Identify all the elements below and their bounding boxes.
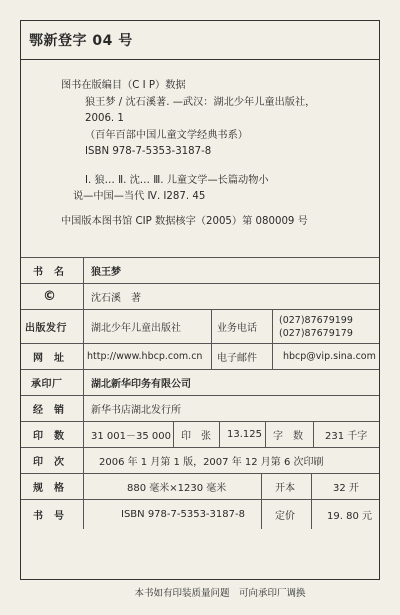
- copyright-symbol: ©: [43, 289, 57, 304]
- sheets-value: 13.125: [227, 429, 262, 440]
- table-row-printer: [21, 369, 379, 395]
- isbn-value: ISBN 978-7-5353-3187-8: [121, 509, 245, 520]
- publisher-value: 湖北少年儿童出版社: [91, 323, 181, 334]
- distributor-value: 新华书店湖北发行所: [91, 405, 181, 416]
- publication-info-table: [21, 257, 379, 529]
- table-row-edition: [21, 447, 379, 473]
- distributor-label: 经 销: [33, 405, 65, 416]
- cip-title-line: 狼王梦 / 沈石溪著. —武汉：湖北少年儿童出版社，: [85, 96, 316, 108]
- cip-series-line: （百年百部中国儿童文学经典书系）: [85, 129, 248, 141]
- quality-notice: 本书如有印装质量问题 可向承印厂调换: [134, 588, 306, 599]
- phone-number-1: (027)87679199: [279, 314, 353, 326]
- format-label: 开本: [275, 483, 295, 494]
- cip-isbn-line: ISBN 978-7-5353-3187-8: [85, 146, 212, 157]
- table-row-isbn: [21, 499, 379, 529]
- phone-number-2: (027)87679179: [279, 327, 353, 339]
- isbn-label: 书 号: [33, 511, 65, 522]
- table-row-title: [21, 257, 379, 283]
- cip-block: [21, 60, 379, 230]
- price-value: 19. 80 元: [327, 511, 372, 522]
- publisher-label: 出版发行: [25, 323, 67, 334]
- website-label: 网 址: [33, 353, 65, 364]
- spec-value: 880 毫米×1230 毫米: [127, 483, 227, 494]
- edition-value: 2006 年 1 月第 1 版，2007 年 12 月第 6 次印刷: [99, 457, 324, 468]
- edition-label: 印 次: [33, 457, 65, 468]
- registration-header: [21, 21, 379, 60]
- printer-value: 湖北新华印务有限公司: [91, 379, 191, 390]
- price-label: 定价: [275, 511, 295, 522]
- format-value: 32 开: [333, 483, 359, 494]
- cip-data-number: 中国版本图书馆 CIP 数据核字（2005）第 080009 号: [61, 215, 308, 227]
- table-row-print-run: [21, 421, 379, 447]
- email-value: hbcp@vip.sina.com: [283, 351, 376, 362]
- table-row-publisher: [21, 309, 379, 343]
- spec-label: 规 格: [33, 483, 65, 494]
- words-value: 231 千字: [325, 431, 368, 442]
- registration-number: 鄂新登字 04 号: [29, 33, 133, 49]
- sheets-label: 印 张: [181, 431, 211, 442]
- cip-class-line-2: 说—中国—当代 Ⅳ. I287. 45: [73, 191, 206, 202]
- table-row-author: [21, 283, 379, 309]
- words-label: 字 数: [273, 431, 303, 442]
- print-run-label: 印 数: [33, 431, 65, 442]
- printer-label: 承印厂: [31, 379, 63, 390]
- phone-label: 业务电话: [217, 323, 257, 334]
- copyright-page-frame: [20, 20, 380, 580]
- table-row-distributor: [21, 395, 379, 421]
- cip-heading: 图书在版编目（C I P）数据: [61, 80, 186, 91]
- title-label: 书 名: [33, 267, 65, 278]
- website-value: http://www.hbcp.com.cn: [87, 351, 203, 362]
- cip-date-line: 2006. 1: [85, 113, 124, 124]
- print-run-value: 31 001－35 000: [91, 431, 171, 442]
- title-value: 狼王梦: [91, 267, 121, 278]
- email-label: 电子邮件: [217, 353, 257, 364]
- table-row-spec: [21, 473, 379, 499]
- cip-class-line-1: Ⅰ. 狼… Ⅱ. 沈… Ⅲ. 儿童文学—长篇动物小: [85, 174, 269, 186]
- author-value: 沈石溪 著: [91, 293, 141, 304]
- table-row-website: [21, 343, 379, 369]
